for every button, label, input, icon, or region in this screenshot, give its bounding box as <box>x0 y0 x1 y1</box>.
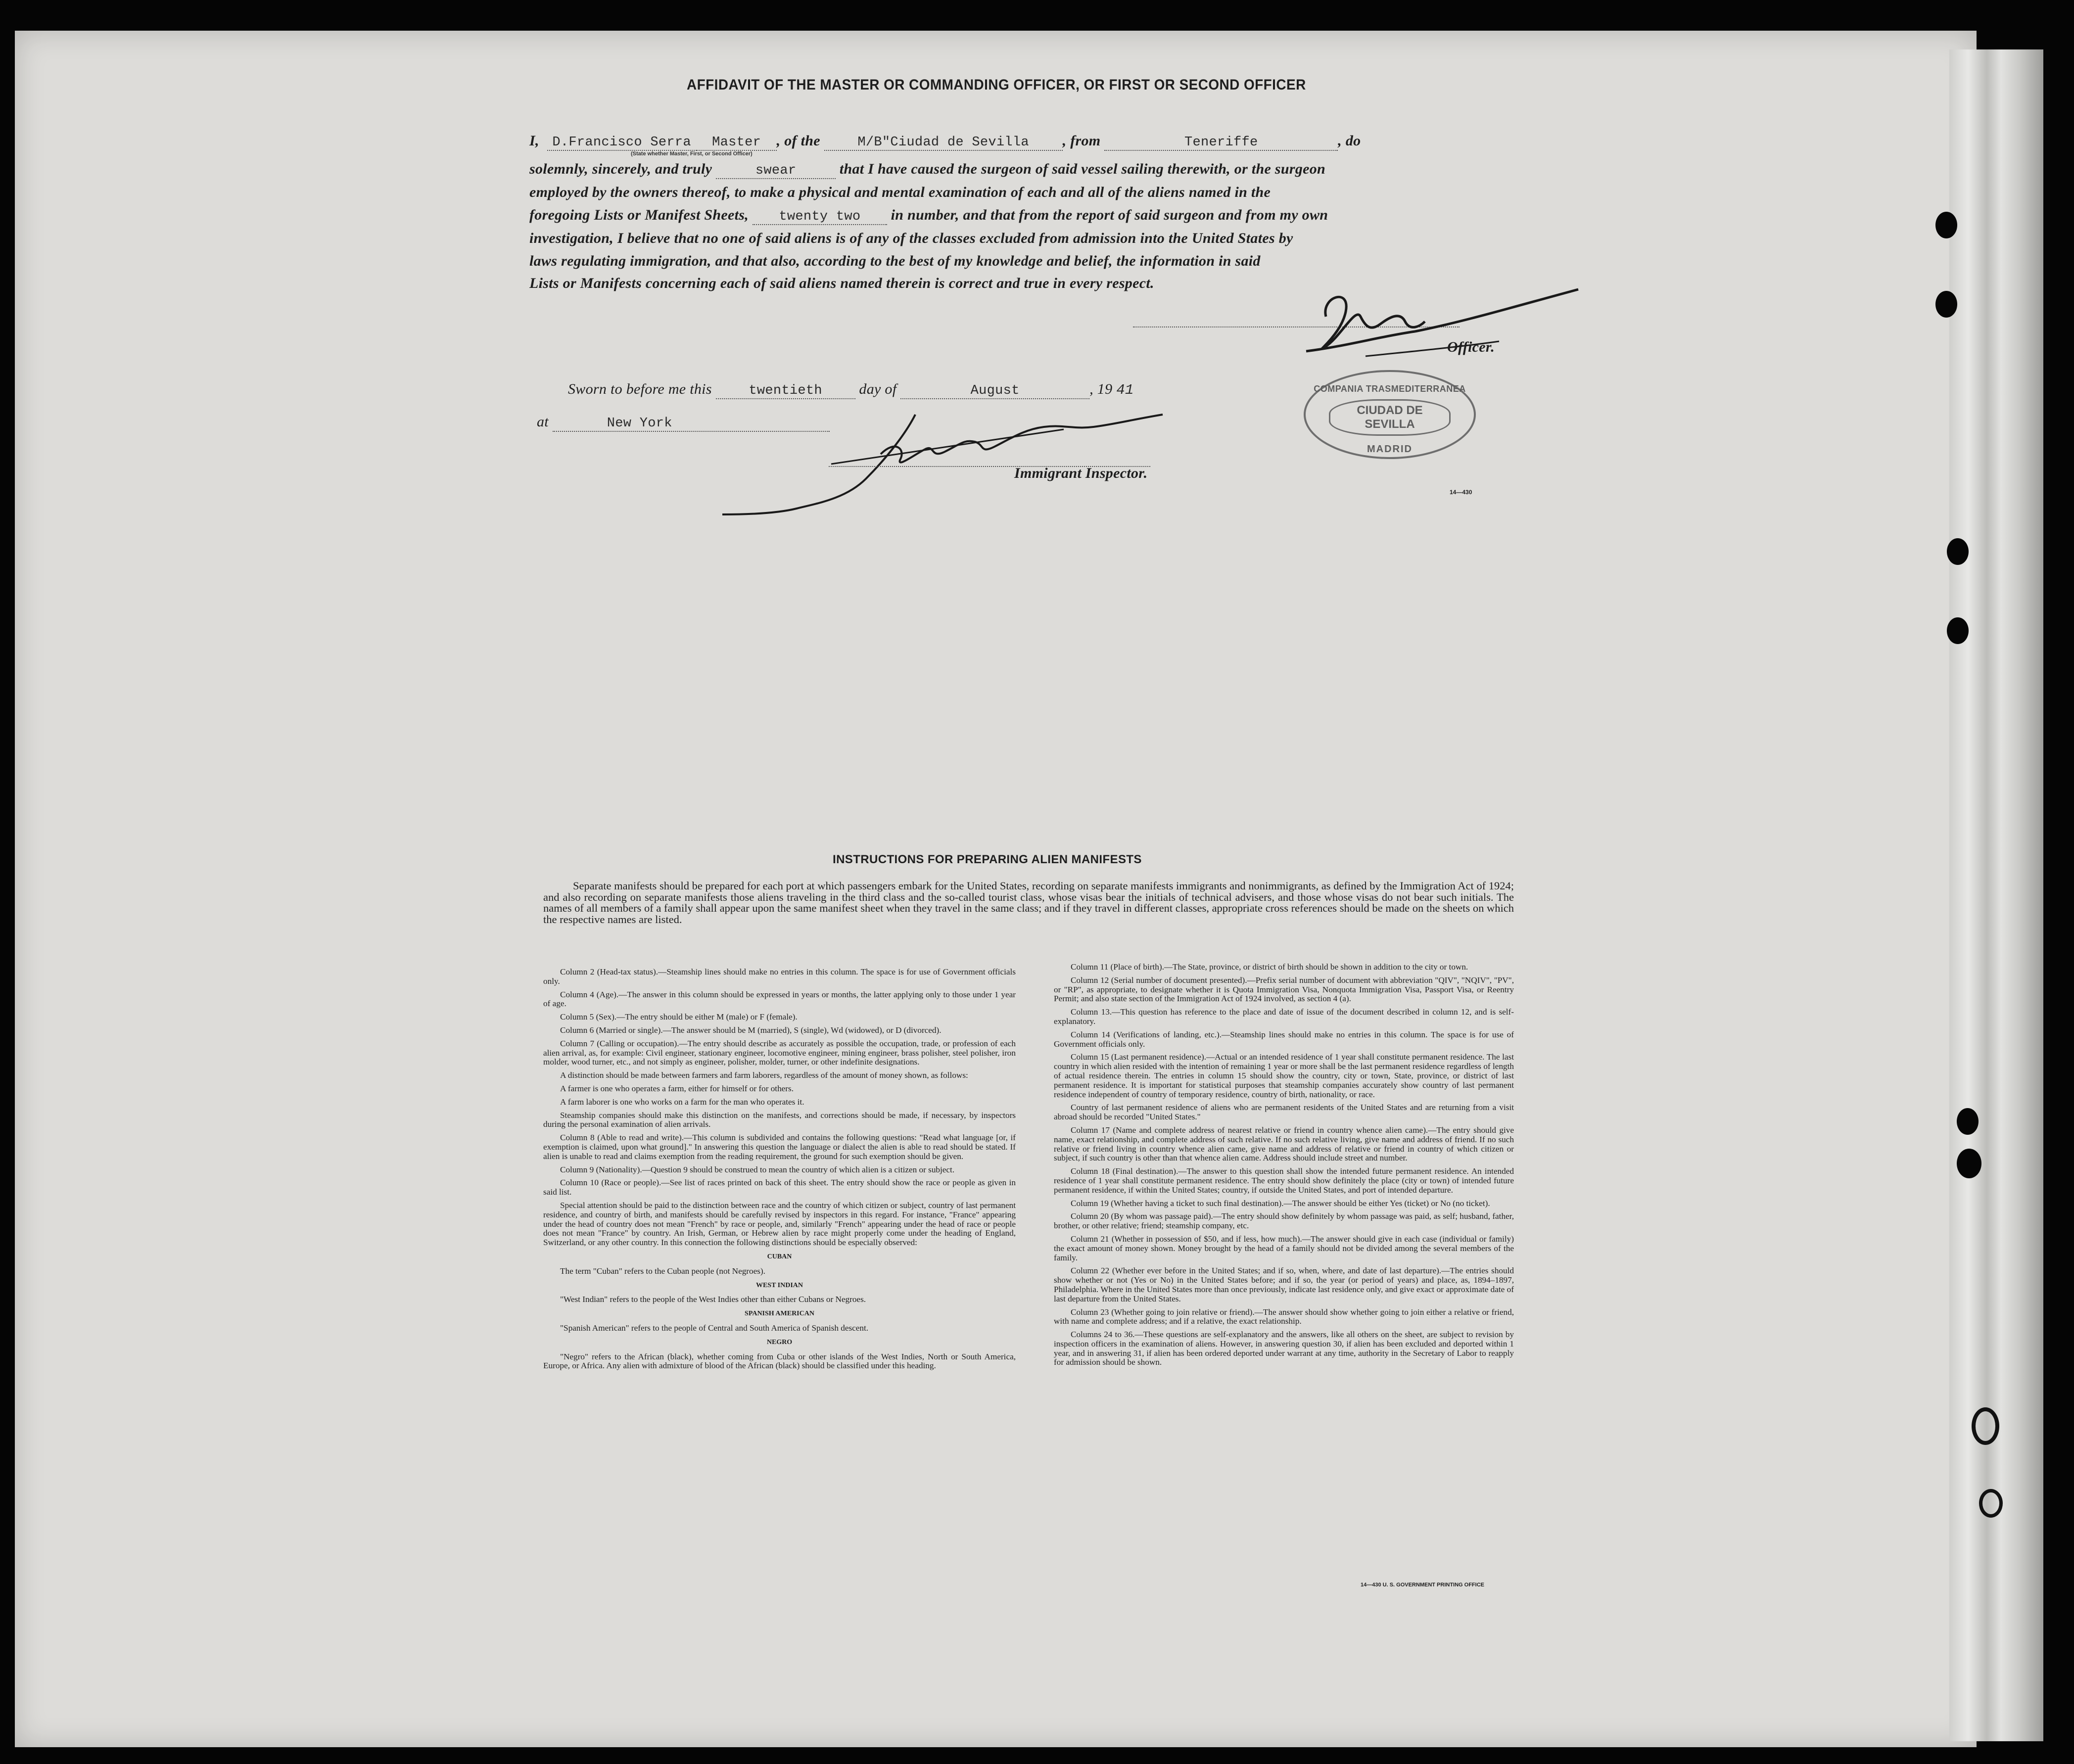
sworn-year-field[interactable]: 41 <box>1116 382 1134 398</box>
binder-hole <box>1979 1489 2003 1518</box>
left-para: Column 6 (Married or single).—The answer should be M (married), S (single), Wd (widowed), or D (divorced). <box>560 1025 942 1035</box>
left-para: Steamship companies should make this distinction on the manifests, and corrections should be made, if necessary, by inspectors during the personal examination of alien arrivals. <box>543 1110 1016 1129</box>
right-para: Column 15 (Last permanent residence).—Actual or an intended residence of 1 year shall constitute permanent residence. The last country in which alien resided with the intention of remaining 1 year or more shall be the last permanent residence regardless of length of actual residence therein. The entries in column 15 should show the country, city or town, State, province, or district of last permanent residence. It is important for statistical purposes that steamship companies accurately show country of last permanent residence independent of country of temporary residence, country of birth, nationality, or race. <box>1054 1052 1514 1099</box>
inspector-signature <box>717 405 1242 518</box>
spanish-american-text: "Spanish American" refers to the people of Central and South America of Spanish descent. <box>560 1323 869 1333</box>
sworn-month-field[interactable]: August <box>900 383 1089 399</box>
company-stamp <box>1304 370 1476 459</box>
left-para: A farmer is one who operates a farm, either for himself or for others. <box>560 1083 794 1093</box>
line4-start: foregoing Lists or Manifest Sheets, <box>529 207 749 223</box>
west-indian-heading: WEST INDIAN <box>755 1281 803 1289</box>
at-label: at <box>537 414 549 430</box>
affidavit-line-1 <box>529 133 1361 151</box>
sworn-line <box>568 381 1134 399</box>
instructions-title: INSTRUCTIONS FOR PREPARING ALIEN MANIFESTS <box>833 853 1142 866</box>
affidavit-line-5: investigation, I believe that no one of said aliens is of any of the classes excluded from admission into the United States by <box>529 230 1293 246</box>
binder-hole <box>1947 538 1969 565</box>
right-para: Column 12 (Serial number of document presented).—Prefix serial number of document with abbreviation "QIV", "NQIV", "PV", or "RP", as appropriate, to designate whether it is Quota Immigration Visa, Nonquota Immigration Visa, Passport Visa, or Reentry Permit; and also state section of the Immigration Act of 1924 involved, as section 4 (a). <box>1054 975 1514 1004</box>
left-para: A distinction should be made between farmers and farm laborers, regardless of the amount of money shown, as follows: <box>560 1070 968 1080</box>
port-field[interactable]: Teneriffe <box>1104 135 1338 151</box>
binder-hole <box>1972 1407 1999 1445</box>
officer-name-field[interactable]: D.Francisco Serra <box>547 135 697 151</box>
vessel-field[interactable]: M/B"Ciudad de Sevilla <box>824 135 1063 151</box>
right-para: Column 14 (Verifications of landing, etc.).—Steamship lines should make no entries in this column. The space is for use of Government officials only. <box>1054 1029 1514 1049</box>
west-indian-text: "West Indian" refers to the people of the West Indies other than either Cubans or Negroes. <box>560 1295 866 1304</box>
right-para: Column 13.—This question has reference to the place and date of issue of the document described in column 12, and is self-explanatory. <box>1054 1007 1514 1026</box>
cuban-heading: CUBAN <box>767 1253 792 1260</box>
instructions-right-column <box>1054 963 1514 1371</box>
officer-rank-field[interactable]: Master <box>697 135 777 151</box>
left-para: Special attention should be paid to the distinction between race and the country of which citizen or subject, country of last permanent residence, and country of birth, and manifests should be carefully revised by inspectors in this regard. For instance, "France" appearing under the head of country does not mean "French" by race or people, and, similarly "French" appearing under the head of race or people does not mean "France" by country. An Irish, German, or Hebrew alien by race might properly come under the heading of England, Switzerland, or any other country. In this connection the following distinctions should be especially observed: <box>543 1200 1016 1248</box>
sworn-label: Sworn to before me this <box>568 381 712 397</box>
stacked-page-edges <box>1949 49 2043 1741</box>
right-para: Column 18 (Final destination).—The answer to this question shall show the intended future permanent residence. An intended residence of 1 year shall constitute permanent residence. The entry should show definitely the place (city or town) of intended future permanent residence, if within the United States; country, if outside the United States, and port of intended departure. <box>1054 1166 1514 1195</box>
right-para: Column 17 (Name and complete address of nearest relative or friend in country whence alien came).—The entry should give name, exact relationship, and complete address of such relative. If no such relative living, give name and address of friend. If no such relative or friend living in country whence alien came, give name and address of relative or friend in country of which citizen or subject, if such country is other than that whence alien came. Address should include street and number. <box>1054 1125 1514 1163</box>
line4-rest: in number, and that from the report of said surgeon and from my own <box>891 207 1328 223</box>
left-para: Column 9 (Nationality).—Question 9 should be construed to mean the country of which alien is a citizen or subject. <box>560 1164 955 1174</box>
printing-office-footer: 14—430 U. S. GOVERNMENT PRINTING OFFICE <box>1361 1582 1484 1588</box>
i-label: I, <box>529 133 539 149</box>
left-para: Column 5 (Sex).—The entry should be either M (male) or F (female). <box>560 1012 798 1022</box>
affidavit-line-7: Lists or Manifests concerning each of said aliens named therein is correct and true in every respect. <box>529 275 1154 291</box>
left-para: Column 7 (Calling or occupation).—The entry should describe as accurately as possible the occupation, trade, or profession of each alien arrival, as, for example: Civil engineer, stationary engineer, locomotive engineer, mining engineer, brass polisher, steel polisher, iron molder, wood turner, etc., and not simply as engineer, polisher, molder, turner, or other indefinite designations. <box>543 1038 1016 1067</box>
instructions-intro: Separate manifests should be prepared for each port at which passengers embark for the United States, recording on separate manifests immigrants and nonimmigrants, as defined by the Immigration Act of 1924; and also recording on separate manifests those aliens traveling in the third class and the so-called tourist class, whose visas bear the initials of technical advisers, and those whose visas do not bear such initials. The names of all members of a family shall appear upon the same manifest sheet when they travel in the same class; and if they travel in different classes, appropriate cross references should be made on the sheets on which the respective names are listed. <box>543 880 1514 926</box>
binder-hole <box>1935 291 1957 318</box>
sworn-day-field[interactable]: twentieth <box>716 383 855 399</box>
stamp-bottom-text: MADRID <box>1367 444 1413 455</box>
left-para: Column 2 (Head-tax status).—Steamship lines should make no entries in this column. The space is for use of Government officials only. <box>543 967 1016 986</box>
inspector-label: Immigrant Inspector. <box>1014 465 1148 481</box>
cuban-text: The term "Cuban" refers to the Cuban people (not Negroes). <box>560 1266 765 1276</box>
affidavit-line-6: laws regulating immigration, and that also, according to the best of my knowledge and belief, the information in said <box>529 253 1261 269</box>
negro-heading: NEGRO <box>766 1338 793 1346</box>
line2-start: solemnly, sincerely, and truly <box>529 161 712 177</box>
rank-hint: (State whether Master, First, or Second Officer) <box>631 151 753 157</box>
right-para: Columns 24 to 36.—These questions are self-explanatory and the answers, like all others on the sheet, are subject to revision by inspection officers in the examination of aliens. However, in answering question 30, if alien has been excluded and deported within 1 year, and in answering 31, if alien has been ordered deported under warrant at any time, authority in the Secretary of Labor to reapply for admission should be shown. <box>1054 1330 1514 1367</box>
binder-hole <box>1947 617 1969 644</box>
from-label: , from <box>1062 133 1101 149</box>
affidavit-title: AFFIDAVIT OF THE MASTER OR COMMANDING OFFICER, OR FIRST OR SECOND OFFICER <box>687 77 1306 93</box>
do-label: , do <box>1338 133 1361 149</box>
left-para: A farm laborer is one who works on a farm for the man who operates it. <box>560 1097 804 1107</box>
instructions-left-column <box>543 968 1016 1375</box>
right-para: Column 21 (Whether in possession of $50, and if less, how much).—The answer should give in each case (individual or family) the exact amount of money shown. Money brought by the head of a family should not be divided among the several members of the family. <box>1054 1234 1514 1262</box>
right-para: Country of last permanent residence of aliens who are permanent residents of the United States and are returning from a visit abroad should be recorded "United States." <box>1054 1103 1514 1122</box>
year-prefix: , 19 <box>1089 381 1113 397</box>
right-para: Column 23 (Whether going to join relative or friend).—The answer should show whether going to join either a relative or friend, with name and complete address; and if a relative, the exact relationship. <box>1054 1307 1514 1326</box>
line2-rest: that I have caused the surgeon of said vessel sailing therewith, or the surgeon <box>839 161 1326 177</box>
right-para: Column 19 (Whether having a ticket to such final destination).—The answer should be either Yes (ticket) or No (no ticket). <box>1071 1198 1490 1208</box>
affidavit-line-3: employed by the owners thereof, to make a physical and mental examination of each and all of the aliens named in the <box>529 184 1271 200</box>
right-para: Column 11 (Place of birth).—The State, province, or district of birth should be shown in addition to the city or town. <box>1071 962 1468 972</box>
stamp-arc-text: COMPANIA TRASMEDITERRANEA <box>1314 384 1466 394</box>
right-para: Column 20 (By whom was passage paid).—The entry should show definitely by whom passage was paid, as self; husband, father, brother, or other relative; friend; steamship company, etc. <box>1054 1211 1514 1231</box>
day-of-label: day of <box>859 381 897 397</box>
negro-text: "Negro" refers to the African (black), whether coming from Cuba or other islands of the West Indies, North or South America, Europe, or Africa. Any alien with admixture of blood of the African (black) should be classified under this heading. <box>543 1351 1016 1371</box>
left-para: Column 4 (Age).—The answer in this column should be expressed in years or months, the latter applying only to those under 1 year of age. <box>543 989 1016 1009</box>
binder-hole <box>1935 212 1957 238</box>
sheet-count-field[interactable]: twenty two <box>753 209 887 225</box>
affidavit-line-4 <box>529 207 1328 225</box>
left-para: Column 10 (Race or people).—See list of races printed on back of this sheet. The entry should show the race or people as given in said list. <box>543 1178 1016 1197</box>
binder-hole <box>1957 1108 1979 1135</box>
left-para: Column 8 (Able to read and write).—This column is subdivided and contains the following questions: "Read what language [or, if exemption is claimed, upon what ground]." In answering this question the language or dialect the alien is able to read should be stated. If alien is unable to read and claims exemption from the reading requirement, the ground for such exemption should be given. <box>543 1133 1016 1161</box>
affidavit-line-2 <box>529 161 1325 179</box>
form-number: 14—430 <box>1450 489 1472 496</box>
officer-signature <box>1267 277 1588 371</box>
binder-hole <box>1957 1149 1981 1178</box>
right-para: Column 22 (Whether ever before in the United States; and if so, when, where, and date of last departure).—The entries should show whether or not (Yes or No) in the United States before; and if so, the year (or period of years) and place, as, 1894–1897, Philadelphia. Where in the United States more than once previously, indicate last residence only, and give exact or approximate date of last departure from the United States. <box>1054 1266 1514 1303</box>
officer-label: Officer. <box>1447 339 1495 355</box>
spanish-american-heading: SPANISH AMERICAN <box>745 1310 814 1318</box>
sworn-place-field[interactable]: New York <box>553 416 830 432</box>
of-the-label: , of the <box>776 133 820 149</box>
stamp-center-text: CIUDAD DE SEVILLA <box>1329 399 1451 436</box>
oath-word-field[interactable]: swear <box>716 163 836 179</box>
